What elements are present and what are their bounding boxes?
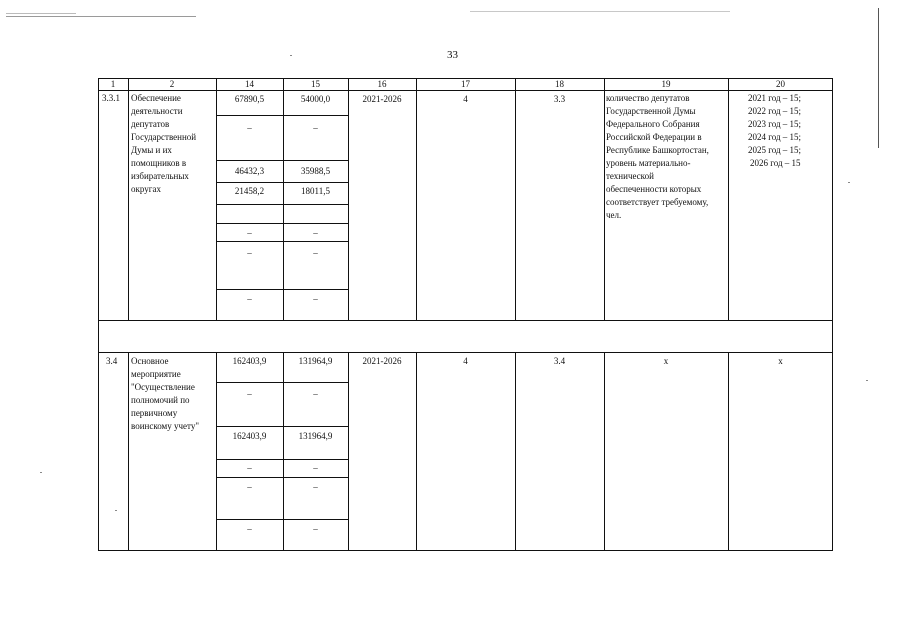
header-col-2: 2 [169, 79, 175, 89]
indicator-text: х [663, 356, 669, 366]
header-col-20: 20 [776, 79, 785, 89]
table-cell: – [247, 248, 252, 258]
page-number: 33 [447, 49, 458, 61]
table-cell: 131964,9 [298, 431, 333, 441]
row-number: 3.3.1 [102, 93, 120, 103]
table-cell: 3.4 [553, 356, 566, 366]
table-cell: – [313, 248, 318, 258]
table-cell: – [313, 294, 318, 304]
header-col-14: 14 [245, 79, 254, 89]
table-cell: 162403,9 [232, 431, 267, 441]
table-cell: – [313, 463, 318, 473]
table-cell: – [247, 228, 252, 238]
header-col-15: 15 [311, 79, 320, 89]
table-cell: – [247, 123, 252, 133]
header-col-1: 1 [110, 79, 116, 89]
table-cell: 18011,5 [301, 186, 330, 196]
table-cell: – [247, 389, 252, 399]
table-cell: – [247, 524, 252, 534]
period-cell: 2021-2026 [362, 94, 402, 104]
header-col-18: 18 [555, 79, 564, 89]
row-number: 3.4 [106, 356, 118, 366]
table-cell: – [313, 228, 318, 238]
table-cell: – [247, 482, 252, 492]
table-cell: 4 [463, 356, 468, 366]
table-cell: – [313, 389, 318, 399]
table-cell: 54000,0 [300, 94, 331, 104]
table-cell: 46432,3 [234, 166, 265, 176]
indicator-values: х [778, 356, 783, 366]
header-col-17: 17 [461, 79, 470, 89]
header-col-16: 16 [377, 79, 387, 89]
table-cell: – [247, 294, 252, 304]
header-col-19: 19 [661, 79, 671, 89]
table-cell: 21458,2 [234, 186, 265, 196]
table-cell: 4 [463, 94, 468, 104]
table-cell: – [313, 482, 318, 492]
table-cell: – [247, 463, 252, 473]
table-cell: 67890,5 [234, 94, 265, 104]
table-cell: 162403,9 [232, 356, 267, 366]
table-cell: – [313, 123, 318, 133]
table-cell: 35988,5 [300, 166, 331, 176]
table-cell: – [313, 524, 318, 534]
table-cell: 131964,9 [298, 356, 333, 366]
program-table: 1 2 14 15 16 17 18 19 20 3.3.1 Обеспечение деятельности депутатов Государственной Думы и их помощников в избирательных округах 67890,5 – 46432,3 21458,2 – – – 54000,0 – 35988,5 18011,5 – – – 2021-2026 4 3.3 количество депутатов Государственной Думы Федерального Собрания Российской Федерации в Республике Башкортостан, уровень материально- технической обеспеченности которых соответствует требуемому, чел. 2021 год – 15; 2022 год – 15; 2023 год – 15; 2024 год – 15; 2025 год – 15; 2026 год – 15 3.4 Основное мероприятие "Осуществление полномочий по первичному воинскому учету" 162403,9 – 162403,9 – – – 131964,9 – 131964,9 – – – 2021-2026 4 3.4 х х [98, 78, 833, 551]
table-cell: 3.3 [553, 94, 566, 104]
period-cell: 2021-2026 [362, 356, 402, 366]
